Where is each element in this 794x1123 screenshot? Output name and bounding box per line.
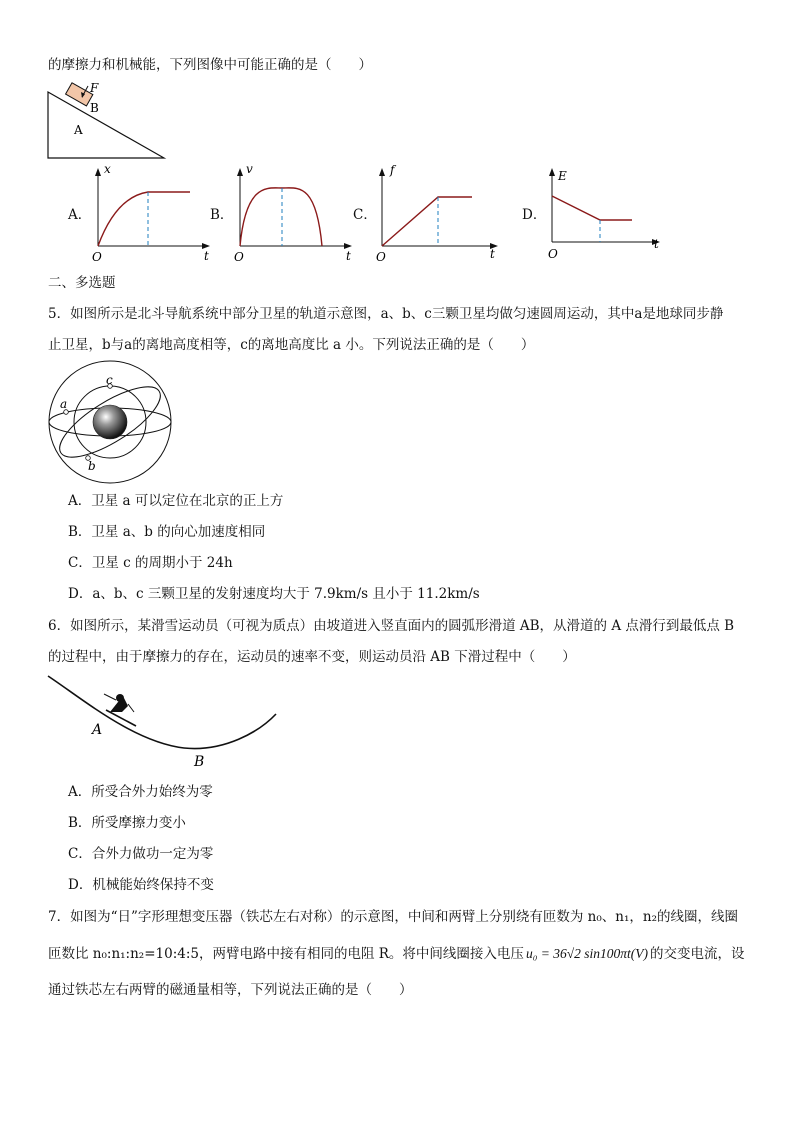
graph-d-origin: O: [548, 247, 558, 261]
graph-option-d[interactable]: D．: [522, 207, 547, 223]
q7-line2-end: 的交变电流，设: [650, 946, 745, 962]
q5-option-b[interactable]: B．卫星 a、b 的向心加速度相同: [68, 524, 266, 540]
graph-c-origin: O: [376, 250, 386, 264]
graph-option-a[interactable]: A．: [68, 207, 92, 223]
ski-slope-figure: [44, 672, 284, 768]
satellite-b-label: b: [88, 459, 96, 473]
q7-line3: 通过铁芯左右两臂的磁通量相等，下列说法正确的是（ ）: [48, 982, 413, 998]
point-a-label: A: [92, 722, 103, 738]
q6-line2: 的过程中，由于摩擦力的存在，运动员的速率不变，则运动员沿 AB 下滑过程中（ ）: [48, 649, 576, 665]
q5-line2: 止卫星，b与a的离地高度相等，c的离地高度比 a 小。下列说法正确的是（ ）: [48, 337, 535, 353]
q4-text: 的摩擦力和机械能，下列图像中可能正确的是（ ）: [48, 57, 372, 73]
satellite-a-label: a: [60, 397, 68, 411]
q6-option-c[interactable]: C．合外力做功一定为零: [68, 846, 214, 862]
q6-line1: 6．如图所示，某滑雪运动员（可视为质点）由坡道进入竖直面内的圆弧形滑道 AB，从滑道的 A 点滑行到最低点 B: [48, 618, 735, 634]
graph-c-xlabel: t: [490, 247, 495, 261]
incline-figure: [44, 80, 174, 162]
skier-icon: [104, 694, 136, 726]
q6-option-d[interactable]: D．机械能始终保持不变: [68, 877, 214, 893]
graph-a-xlabel: t: [204, 249, 209, 263]
graph-a-ylabel: x: [104, 162, 111, 176]
point-b-label: B: [194, 754, 205, 770]
graph-d-ylabel: E: [558, 169, 567, 183]
graph-c-ylabel: f: [390, 163, 395, 177]
graph-a-origin: O: [92, 250, 102, 264]
graph-b-xlabel: t: [346, 249, 351, 263]
q7-line2: [48, 945, 745, 963]
q6-option-b[interactable]: B．所受摩擦力变小: [68, 815, 186, 831]
graph-d-xlabel: t: [654, 237, 659, 251]
q5-option-a[interactable]: A．卫星 a 可以定位在北京的正上方: [68, 493, 284, 509]
q6-option-a[interactable]: A．所受合外力始终为零: [68, 784, 213, 800]
satellite-orbit-figure: [46, 362, 176, 486]
block-label: B: [90, 101, 99, 115]
graph-b: [228, 162, 358, 262]
graph-a: [86, 162, 216, 262]
q7-line1: 7．如图为“日”字形理想变压器（铁芯左右对称）的示意图，中间和两臂上分别绕有匝数为 n₀、n₁，n₂的线圈，线圈: [48, 909, 739, 925]
q5-option-c[interactable]: C．卫星 c 的周期小于 24h: [68, 555, 233, 571]
graph-option-b[interactable]: B．: [210, 207, 234, 223]
section-title: 二、多选题: [48, 275, 116, 291]
q7-line2-start: 匝数比 n₀:n₁:n₂=10:4:5，两臂电路中接有相同的电阻 R。将中间线圈接入电压: [48, 946, 524, 962]
q7-voltage-formula: u₀ = 36√2 sin100πt(V): [525, 946, 649, 961]
force-label: F: [90, 81, 99, 95]
graph-d: [540, 162, 670, 262]
wedge-label: A: [74, 123, 83, 137]
q5-line1: 5．如图所示是北斗导航系统中部分卫星的轨道示意图，a、b、c三颗卫星均做匀速圆周运动，其中a是地球同步静: [48, 306, 724, 322]
graph-option-c[interactable]: C．: [353, 207, 377, 223]
q5-option-d[interactable]: D．a、b、c 三颗卫星的发射速度均大于 7.9km/s 且小于 11.2km/s: [68, 586, 480, 602]
satellite-c-label: c: [106, 373, 113, 387]
graph-b-ylabel: v: [246, 162, 253, 176]
graph-b-origin: O: [234, 250, 244, 264]
graph-c: [370, 162, 510, 262]
